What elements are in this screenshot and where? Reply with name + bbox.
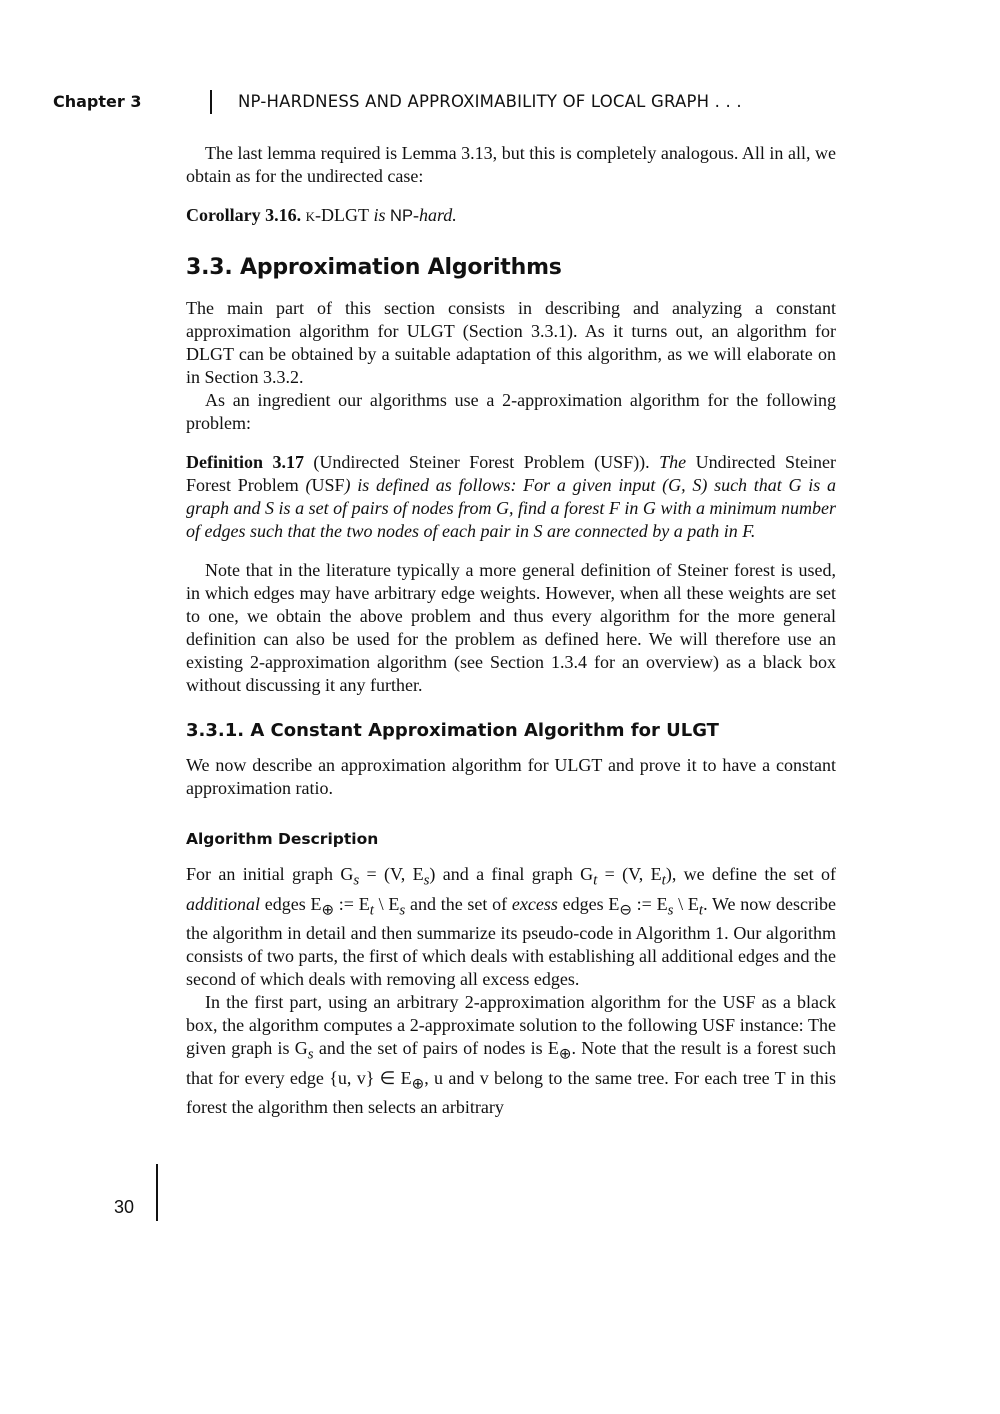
corollary-label: Corollary 3.16. (186, 205, 302, 225)
section-title: 3.3. Approximation Algorithms (186, 255, 562, 280)
section-paragraph-1: The main part of this section consists in describing and analyzing a constant approximation algorithm for ULGT (Section 3.3.1). As it turns out, an algorithm for DLGT can be obtained by a suitable adaptation of this algorithm, as we will elaborate on in Section 3.3.2. (186, 298, 836, 387)
definition-body: ) is defined as follows: For a given input (G, S) such that G is a graph and S is a set of pairs of nodes from G, find a forest F in G with a minimum number of edges such that the two nodes of each pair in S are connected by a path in F. (186, 475, 837, 541)
definition (186, 451, 836, 543)
note-paragraph: Note that in the literature typically a more general definition of Steiner forest is used, in which edges may have arbitrary edge weights. However, when all these weights are set to one, we obtain the above problem and thus every algorithm for the more general definition can also be used for the problem as defined here. We will therefore use an existing 2-approximation algorithm (see Section 1.3.4 for an overview) as a black box without discussing it any further. (186, 560, 836, 695)
chapter-title: NP-HARDNESS AND APPROXIMABILITY OF LOCAL GRAPH . . . (238, 92, 742, 111)
corollary-problem: k-DLGT (305, 205, 370, 225)
footer-divider (156, 1164, 158, 1221)
additional-term: additional (186, 893, 261, 914)
definition-the: The (659, 452, 687, 472)
running-header (53, 90, 853, 114)
algorithm-paragraph-1: For an initial graph $G_s = (V$, $E_s$) and a final graph $G_t = (V$, $E_t$), we define the set of additional edges $E_\oplus$ := $E_t$ \ $E_s$ and the set of excess edges $E_⊖$ := $E_s$ \ $E_t$. We now describe the algorithm in detail and then summarize its pseudo-code in Algorithm 1. Our algorithm consists of two parts, the first of which deals with establishing all additional edges and the second of which deals with removing all excess edges. (186, 864, 837, 990)
excess-term: excess (511, 893, 558, 914)
subsection-paragraph: We now describe an approximation algorithm for ULGT and prove it to have a constant approximation ratio. (186, 755, 836, 798)
definition-label: Definition 3.17 (186, 452, 304, 472)
page-body (186, 142, 836, 1119)
page-footer (100, 1164, 200, 1224)
intro-paragraph: The last lemma required is Lemma 3.13, but this is completely analogous. All in all, we obtain as for the undirected case: (186, 143, 836, 186)
page-number: 30 (114, 1197, 135, 1217)
corollary-hard: -hard. (412, 205, 457, 225)
definition-name: (Undirected Steiner Forest Problem (USF)). (313, 452, 650, 472)
corollary (186, 204, 836, 228)
algorithm-paragraph-2: In the first part, using an arbitrary 2-approximation algorithm for the USF as a black box, the algorithm computes a 2-approximate solution to the following USF instance: The given graph is $G_s$ and the set of pairs of nodes is $E_\oplus$. Note that the result is a forest such that for every edge {u, v} ∈ $E_\oplus$, u and v belong to the same tree. For each tree T in this forest the algorithm then selects an arbitrary (186, 992, 836, 1118)
section-paragraph-2: As an ingredient our algorithms use a 2-approximation algorithm for the following problem: (186, 390, 836, 433)
chapter-label: Chapter 3 (53, 92, 142, 111)
definition-abbr: USF (311, 475, 345, 495)
algorithm-heading: Algorithm Description (186, 830, 379, 848)
definition-open-paren: ( (305, 475, 312, 495)
corollary-np: NP (390, 207, 413, 225)
header-divider (210, 90, 212, 114)
definition-problem-name: Undirected Steiner Forest Problem (186, 452, 836, 495)
subsection-title: 3.3.1. A Constant Approximation Algorithm for ULGT (186, 720, 719, 741)
corollary-is: is (373, 205, 386, 225)
